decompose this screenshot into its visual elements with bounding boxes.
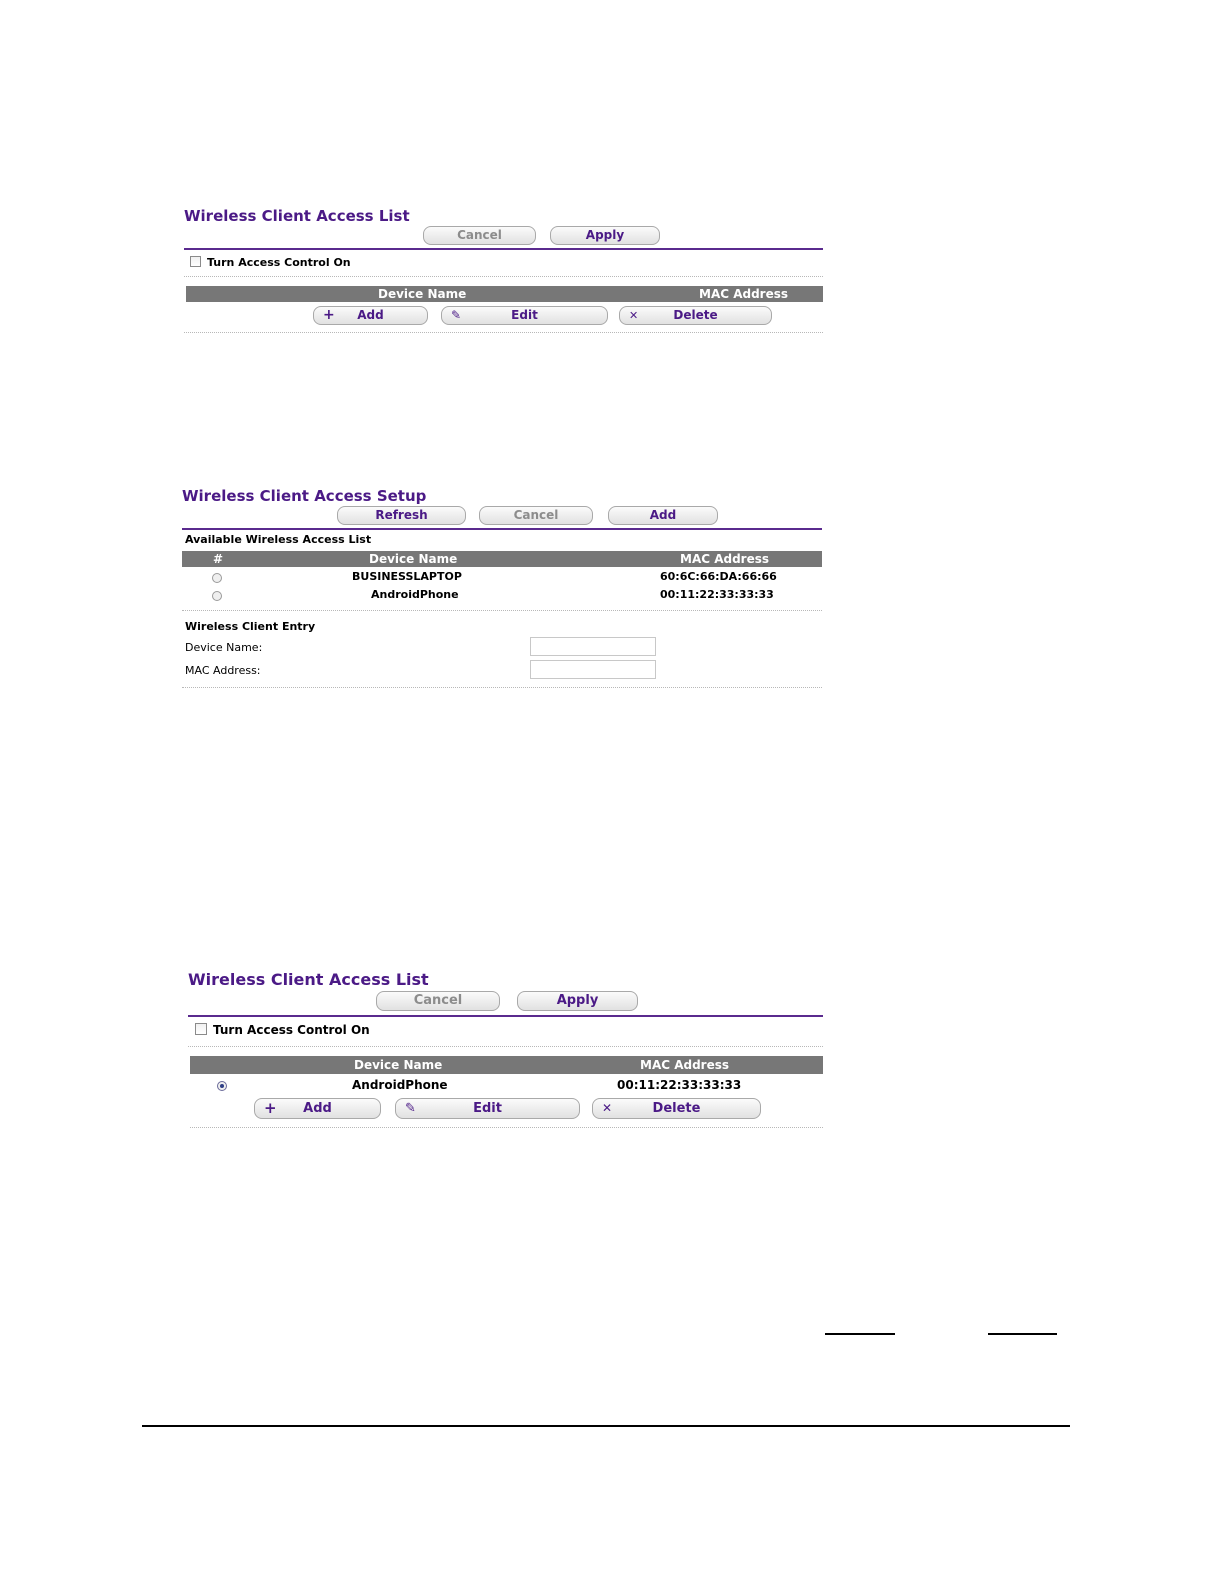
- device-name-cell: AndroidPhone: [371, 588, 459, 601]
- edit-button[interactable]: [395, 1098, 580, 1119]
- mac-address-cell: 00:11:22:33:33:33: [617, 1078, 742, 1092]
- cancel-button[interactable]: [423, 226, 536, 245]
- cancel-button[interactable]: [479, 506, 593, 525]
- section-title: Wireless Client Entry: [185, 620, 316, 633]
- add-button[interactable]: [313, 306, 428, 325]
- cancel-button-label: Cancel: [413, 993, 463, 1008]
- title-divider: [182, 528, 822, 530]
- edit-button-label: Edit: [511, 308, 538, 322]
- mac-address-cell: 60:6C:66:DA:66:66: [660, 570, 777, 583]
- row-radio[interactable]: [217, 1081, 227, 1091]
- mac-address-cell: 00:11:22:33:33:33: [660, 588, 774, 601]
- mac-address-input[interactable]: [530, 660, 656, 679]
- table-header: [190, 1056, 823, 1074]
- section-divider: [184, 276, 823, 277]
- edit-button-label: Edit: [473, 1101, 502, 1116]
- x-icon: ✕: [629, 309, 639, 322]
- column-header-number: #: [213, 552, 224, 566]
- title-divider: [184, 248, 823, 250]
- cancel-button-label: Cancel: [457, 228, 502, 242]
- table-header: [186, 286, 823, 302]
- apply-button-label: Apply: [585, 228, 625, 242]
- mac-address-label: MAC Address:: [185, 664, 261, 677]
- column-header-mac-address: MAC Address: [699, 287, 789, 301]
- access-control-checkbox[interactable]: [195, 1023, 207, 1035]
- apply-button-label: Apply: [556, 993, 599, 1008]
- page-footer-rule: [142, 1425, 1070, 1427]
- row-radio[interactable]: [212, 591, 222, 601]
- apply-button[interactable]: [517, 991, 638, 1011]
- refresh-button-label: Refresh: [375, 508, 428, 522]
- add-button[interactable]: [254, 1098, 381, 1119]
- column-header-device-name: Device Name: [354, 1058, 443, 1072]
- section-divider: [188, 1046, 823, 1047]
- device-name-cell: AndroidPhone: [352, 1078, 448, 1092]
- apply-button[interactable]: [550, 226, 660, 245]
- section-divider: [182, 687, 822, 688]
- add-button[interactable]: [608, 506, 718, 525]
- page-title: Wireless Client Access List: [188, 970, 429, 989]
- access-control-label: Turn Access Control On: [213, 1023, 370, 1037]
- delete-button-label: Delete: [673, 308, 718, 322]
- pencil-icon: ✎: [405, 1101, 416, 1116]
- delete-button-label: Delete: [652, 1101, 701, 1116]
- add-button-label: Add: [649, 508, 677, 522]
- signature-line-left: [825, 1333, 895, 1335]
- signature-line-right: [988, 1333, 1057, 1335]
- x-icon: ✕: [602, 1101, 613, 1115]
- page-title: Wireless Client Access List: [184, 207, 410, 225]
- column-header-mac-address: MAC Address: [640, 1058, 730, 1072]
- pencil-icon: ✎: [451, 308, 462, 322]
- access-control-label: Turn Access Control On: [207, 256, 351, 269]
- page-title: Wireless Client Access Setup: [182, 487, 427, 505]
- delete-button[interactable]: [592, 1098, 761, 1119]
- column-header-device-name: Device Name: [378, 287, 467, 301]
- plus-icon: +: [264, 1099, 277, 1117]
- device-name-cell: BUSINESSLAPTOP: [352, 570, 462, 583]
- column-header-mac-address: MAC Address: [680, 552, 770, 566]
- device-name-label: Device Name:: [185, 641, 263, 654]
- add-button-label: Add: [303, 1101, 332, 1116]
- add-button-label: Add: [357, 308, 384, 322]
- device-name-input[interactable]: [530, 637, 656, 656]
- access-control-checkbox[interactable]: [190, 256, 201, 267]
- cancel-button[interactable]: [376, 991, 500, 1011]
- section-title: Available Wireless Access List: [185, 533, 372, 546]
- delete-button[interactable]: [619, 306, 772, 325]
- title-divider: [188, 1015, 823, 1017]
- section-divider: [182, 610, 822, 611]
- column-header-device-name: Device Name: [369, 552, 458, 566]
- table-header: [182, 551, 822, 567]
- section-divider: [190, 1127, 823, 1128]
- row-radio[interactable]: [212, 573, 222, 583]
- cancel-button-label: Cancel: [513, 508, 559, 522]
- plus-icon: +: [323, 307, 335, 323]
- refresh-button[interactable]: [337, 506, 466, 525]
- edit-button[interactable]: [441, 306, 608, 325]
- section-divider: [184, 332, 823, 333]
